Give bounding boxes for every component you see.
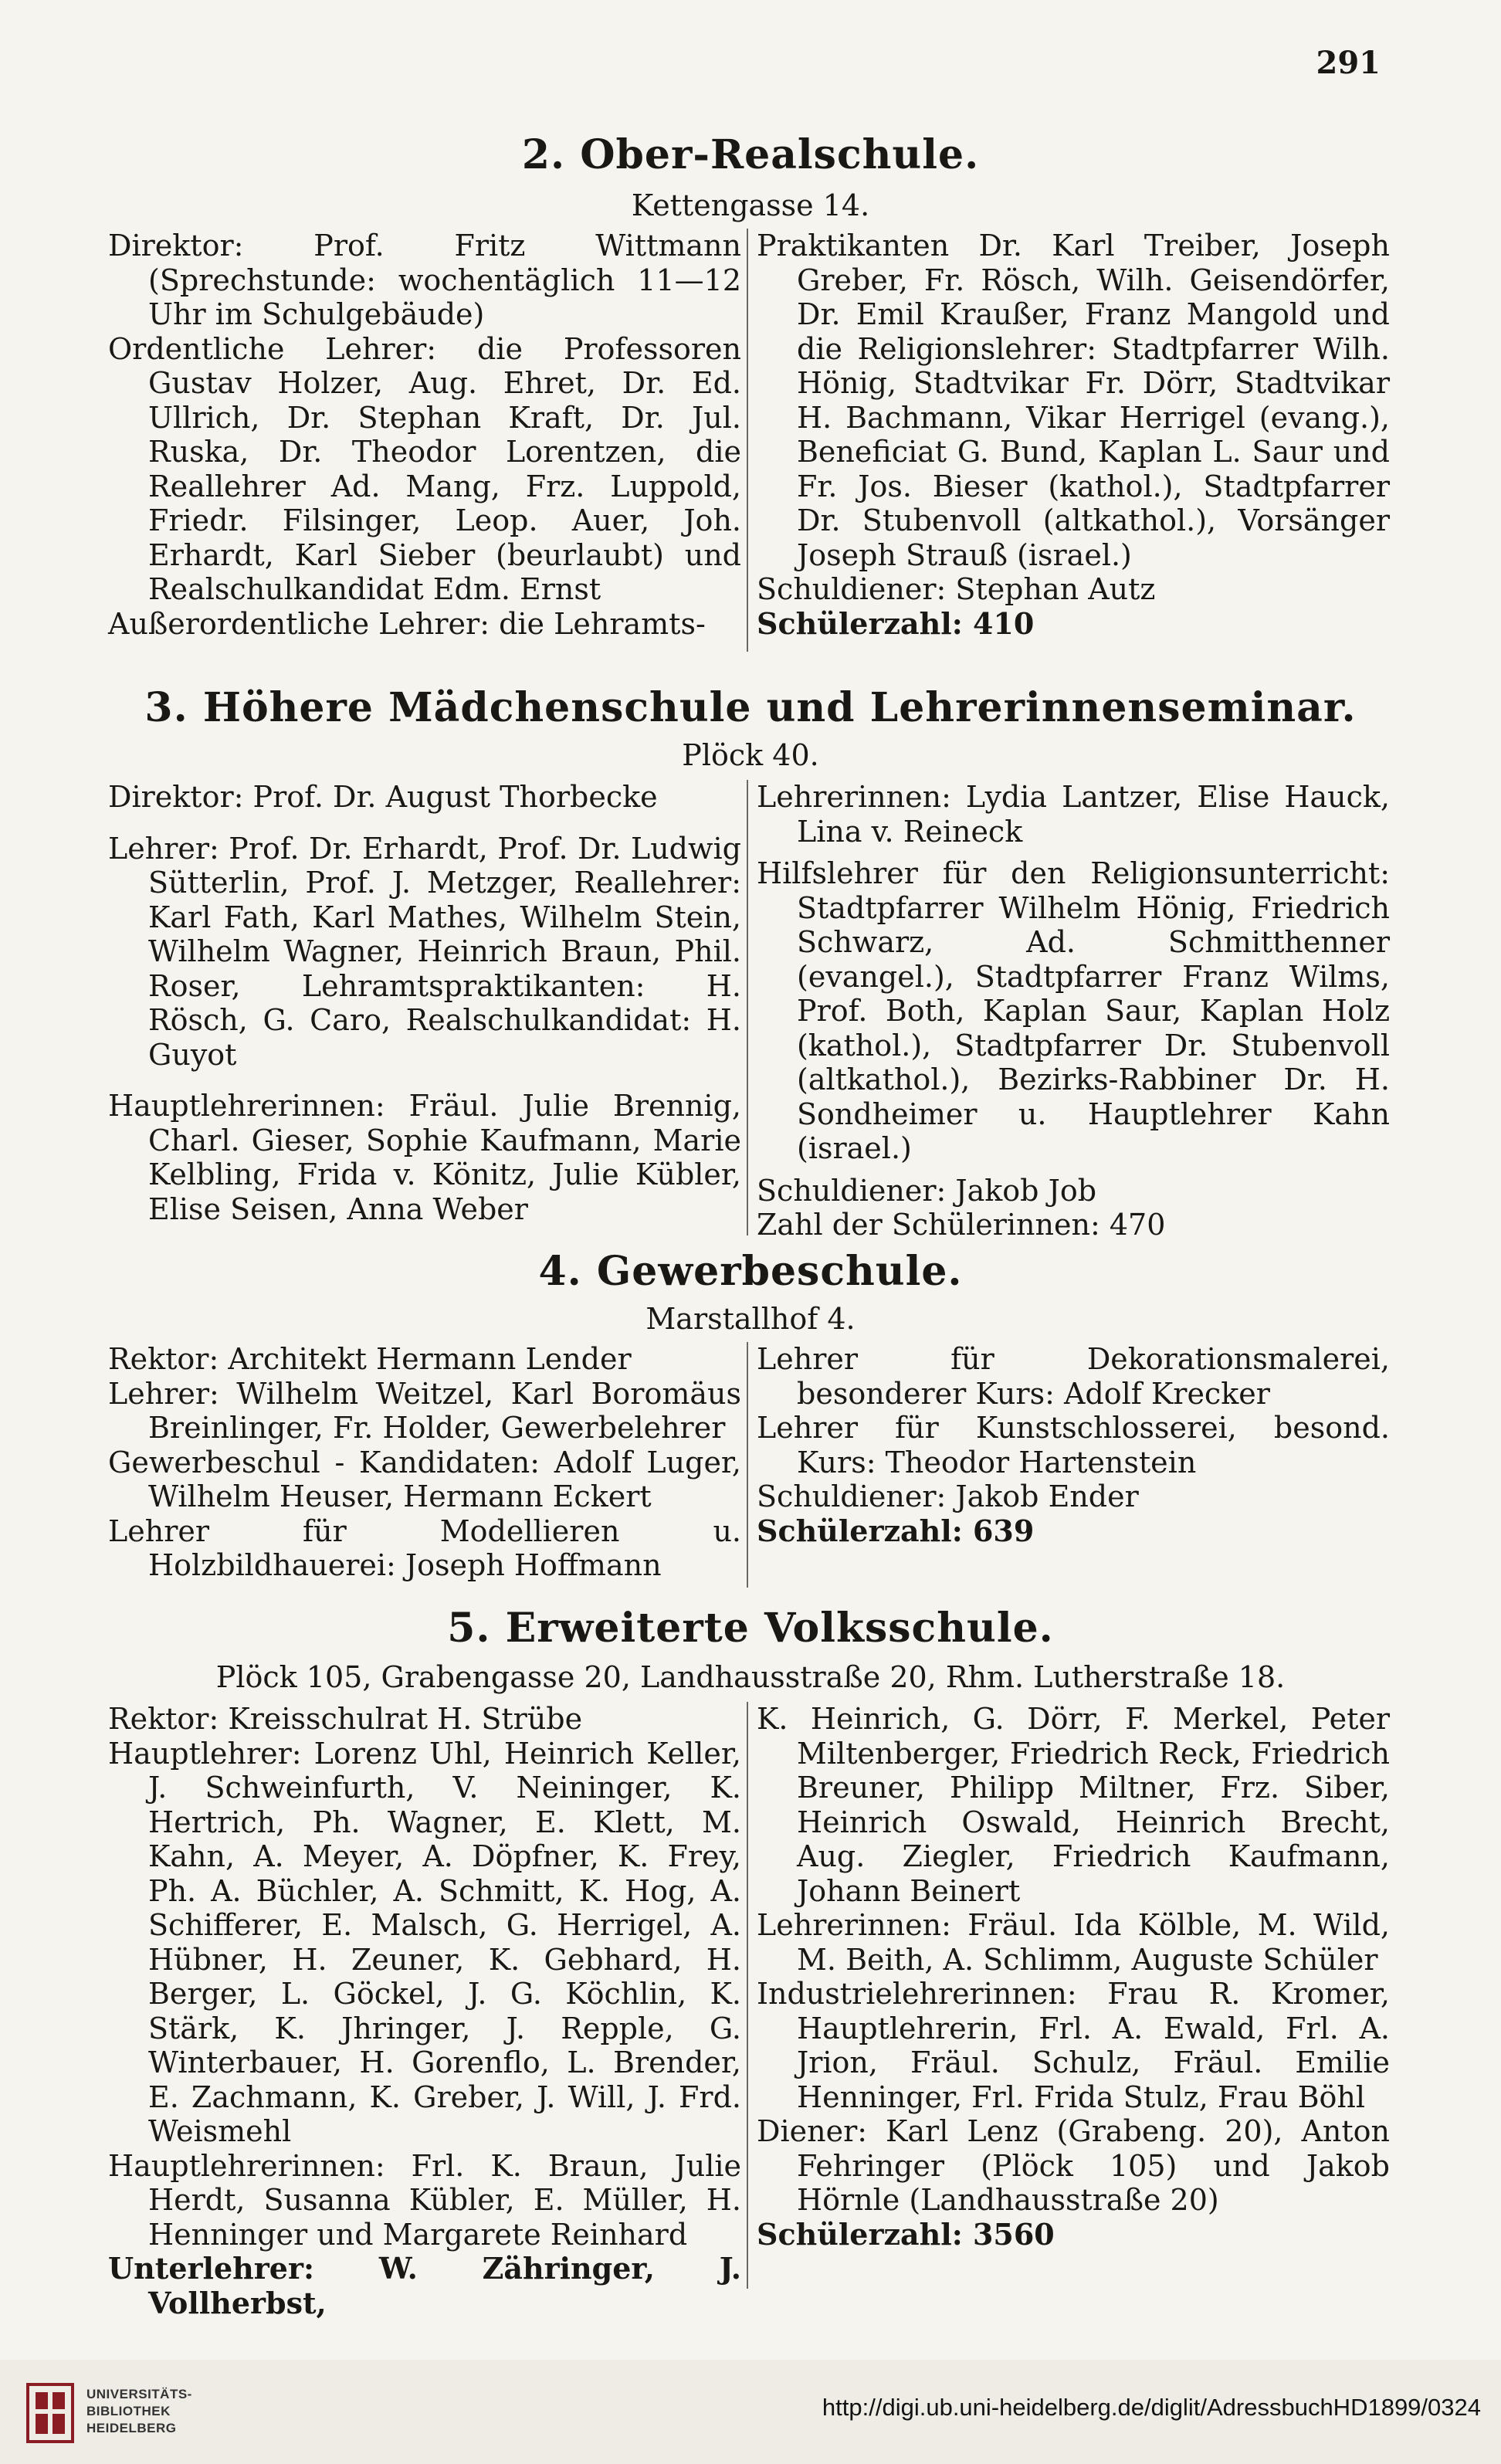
university-seal-icon [23, 2380, 77, 2446]
section-2-right-column [757, 229, 1390, 641]
entry: Industrielehrerinnen: Frau R. Kromer, Hauptlehrerin, Frl. A. Ewald, Frl. A. Jrion, Fräul. Schulz, Fräul. Emilie Henninger, Frl. Frida Stulz, Frau Böhl [757, 1977, 1390, 2114]
entry: Schuldiener: Stephan Autz [757, 572, 1156, 606]
entry: Außerordentliche Lehrer: die Lehramts- [108, 606, 706, 641]
section-number: 5. [447, 1605, 491, 1652]
entry: Hauptlehrer: Lorenz Uhl, Heinrich Keller, J. Schweinfurth, V. Neininger, K. Hertrich, Ph. Wagner, E. Klett, M. Kahn, A. Meyer, A. Döpfner, K. Frey, Ph. A. Büchler, A. Schmitt, K. Hog, A. Schifferer, E. Malsch, G. Herrigel, A. Hübner, H. Zeuner, K. Gebhard, H. Berger, L. Göckel, J. G. Köchlin, K. Stärk, K. Jhringer, J. Repple, G. Winterbauer, H. Gorenflo, L. Brender, E. Zachmann, K. Greber, J. Will, J. Frd. Weismehl [108, 1736, 741, 2148]
column-divider [747, 1342, 748, 1588]
section-heading: Höhere Mädchenschule und Lehrerinnenseminar. [202, 684, 1357, 731]
entry: Lehrerinnen: Fräul. Ida Kölble, M. Wild, M. Beith, A. Schlimm, Auguste Schüler [757, 1908, 1390, 1977]
section-5-address: Plöck 105, Grabengasse 20, Landhausstraße 20, Rhm. Lutherstraße 18. [215, 1660, 1286, 1694]
entry: Direktor: Prof. Fritz Wittmann (Sprechstunde: wochentäglich 11—12 Uhr im Schulgebäude) [108, 229, 741, 331]
entry: Schuldiener: Jakob Job [757, 1173, 1097, 1208]
section-2-address: Kettengasse 14. [631, 188, 870, 222]
section-number: 3. [144, 684, 188, 731]
section-3-right-column [757, 780, 1390, 1242]
entry: K. Heinrich, G. Dörr, F. Merkel, Peter Miltenberger, Friedrich Reck, Friedrich Breuner, Philipp Miltner, Frz. Siber, Heinrich Oswald, Heinrich Brecht, Aug. Ziegler, Friedrich Kaufmann, Johann Beinert [757, 1702, 1390, 1908]
entry: Ordentliche Lehrer: die Professoren Gustav Holzer, Aug. Ehret, Dr. Ed. Ullrich, Dr. Stephan Kraft, Dr. Jul. Ruska, Dr. Theodor Lorentzen, die Reallehrer Ad. Mang, Frz. Luppold, Friedr. Filsinger, Leop. Auer, Joh. Erhardt, Karl Sieber (beurlaubt) und Realschulkandidat Edm. Ernst [108, 331, 741, 606]
library-name-line: BIBLIOTHEK [86, 2404, 171, 2418]
entry: Lehrerinnen: Lydia Lantzer, Elise Hauck, Lina v. Reineck [757, 780, 1390, 849]
section-heading: Ober-Realschule. [580, 131, 980, 178]
entry: Schülerzahl: 639 [757, 1513, 1035, 1548]
section-number: 4. [538, 1248, 582, 1295]
section-2-left-column [108, 229, 741, 641]
column-divider [747, 229, 748, 652]
library-name-line: UNIVERSITÄTS- [86, 2387, 192, 2401]
section-number: 2. [521, 131, 566, 178]
library-name [86, 2386, 192, 2437]
entry: Rektor: Kreisschulrat H. Strübe [108, 1702, 583, 1736]
library-name-line: HEIDELBERG [86, 2421, 177, 2435]
entry: Hauptlehrerinnen: Fräul. Julie Brennig, Charl. Gieser, Sophie Kaufmann, Marie Kelbling, Frida v. Könitz, Julie Kübler, Elise Seisen, Anna Weber [108, 1089, 741, 1226]
entry: Praktikanten Dr. Karl Treiber, Joseph Greber, Fr. Rösch, Wilh. Geisendörfer, Dr. Emil Kraußer, Franz Mangold und die Religionslehrer: Stadtpfarrer Wilh. Hönig, Stadtvikar Fr. Dörr, Stadtvikar H. Bachmann, Vikar Herrigel (evang.), Beneficiat G. Bund, Kaplan L. Saur und Fr. Jos. Bieser (kathol.), Stadtpfarrer Dr. Stubenvoll (altkathol.), Vorsänger Joseph Strauß (israel.) [757, 229, 1390, 572]
entry: Lehrer: Prof. Dr. Erhardt, Prof. Dr. Ludwig Sütterlin, Prof. J. Metzger, Reallehrer: Karl Fath, Karl Mathes, Wilhelm Stein, Wilhelm Wagner, Heinrich Braun, Phil. Roser, Lehramtspraktikanten: H. Rösch, G. Caro, Realschulkandidat: H. Guyot [108, 831, 741, 1072]
section-2-title [0, 131, 1501, 178]
section-5-title [0, 1605, 1501, 1652]
column-divider [747, 780, 748, 1235]
column-divider [747, 1702, 748, 2289]
section-5-right-column [757, 1702, 1390, 2252]
entry: Schülerzahl: 3560 [757, 2216, 1055, 2252]
entry: Schuldiener: Jakob Ender [757, 1479, 1139, 1513]
entry: Unterlehrer: W. Zähringer, J. Vollherbst, [108, 2251, 741, 2320]
entry: Rektor: Architekt Hermann Lender [108, 1342, 632, 1376]
section-5-left-column [108, 1702, 741, 2320]
entry: Gewerbeschul - Kandidaten: Adolf Luger, Wilhelm Heuser, Hermann Eckert [108, 1445, 741, 1513]
section-heading: Gewerbeschule. [596, 1248, 963, 1295]
page-number: 291 [1316, 45, 1381, 81]
entry: Zahl der Schülerinnen: 470 [757, 1208, 1166, 1242]
section-3-left-column [108, 780, 741, 1226]
section-4-title [0, 1248, 1501, 1295]
entry: Schülerzahl: 410 [757, 605, 1035, 641]
entry: Diener: Karl Lenz (Grabeng. 20), Anton Fehringer (Plöck 105) und Jakob Hörnle (Landhausstraße 20) [757, 2114, 1390, 2217]
source-url-link[interactable]: http://digi.ub.uni-heidelberg.de/diglit/AdressbuchHD1899/0324 [822, 2394, 1481, 2421]
entry: Lehrer für Dekorationsmalerei, besonderer Kurs: Adolf Krecker [757, 1342, 1390, 1411]
entry: Lehrer für Kunstschlosserei, besond. Kurs: Theodor Hartenstein [757, 1411, 1390, 1479]
entry: Direktor: Prof. Dr. August Thorbecke [108, 780, 658, 814]
entry: Lehrer für Modellieren u. Holzbildhauerei: Joseph Hoffmann [108, 1513, 741, 1582]
entry: Hauptlehrerinnen: Frl. K. Braun, Julie Herdt, Susanna Kübler, E. Müller, H. Henninger und Margarete Reinhard [108, 2148, 741, 2252]
section-heading: Erweiterte Volksschule. [505, 1605, 1054, 1652]
section-4-left-column [108, 1342, 741, 1583]
section-4-right-column [757, 1342, 1390, 1548]
entry: Hilfslehrer für den Religionsunterricht: Stadtpfarrer Wilhelm Hönig, Friedrich Schwarz, Ad. Schmitthenner (evangel.), Stadtpfarrer Franz Wilms, Prof. Both, Kaplan Saur, Kaplan Holz (kathol.), Stadtpfarrer Dr. Stubenvoll (altkathol.), Bezirks-Rabbiner Dr. H. Sondheimer u. Hauptlehrer Kahn (israel.) [757, 856, 1390, 1165]
section-4-address: Marstallhof 4. [645, 1302, 856, 1336]
footer-bar [0, 2360, 1501, 2464]
section-3-title [0, 684, 1501, 731]
section-3-address: Plöck 40. [682, 738, 819, 772]
entry: Lehrer: Wilhelm Weitzel, Karl Boromäus Breinlinger, Fr. Holder, Gewerbelehrer [108, 1376, 741, 1445]
